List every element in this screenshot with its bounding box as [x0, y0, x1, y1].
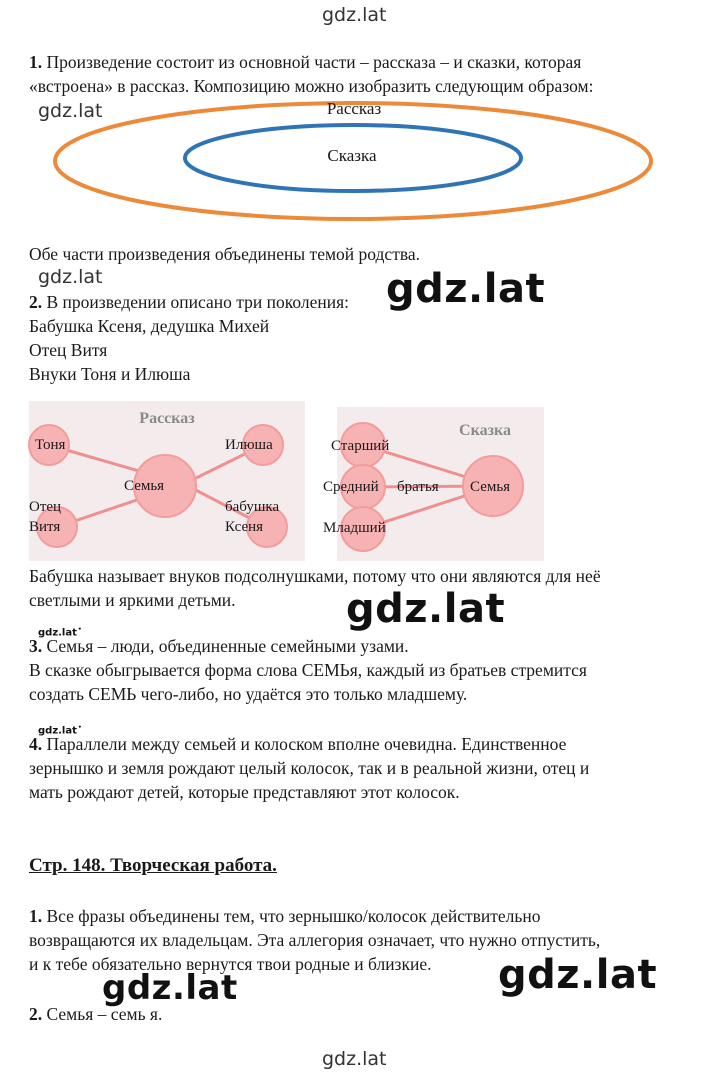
section-item1-line3: и к тебе обязательно вернутся твои родные и близкие.: [29, 954, 432, 974]
tale-family-diagram: [323, 407, 544, 561]
watermark-top: gdz.lat: [322, 4, 387, 26]
q4-number: 4.: [29, 734, 43, 754]
story-family-diagram: [29, 401, 305, 561]
q2-number: 2.: [29, 292, 43, 312]
q2-after-line1: Бабушка называет внуков подсолнушками, потому что они являются для неё: [29, 566, 601, 586]
tale-label: Сказка: [327, 146, 377, 165]
brothers-label: братья: [397, 479, 439, 495]
q1-number: 1.: [29, 52, 43, 72]
q3-line1: Семья – люди, объединенные семейными узами.: [42, 636, 409, 656]
q1-conclusion: Обе части произведения объединены темой родства.: [29, 244, 421, 264]
node-family-label: Семья: [124, 478, 165, 494]
section-item2-paragraph: [29, 1002, 162, 1026]
q3-line2: В сказке обыгрывается форма слова СЕМЬя, каждый из братьев стремится: [29, 660, 587, 680]
node-grandma-label-2: Ксеня: [225, 519, 264, 535]
watermark-large: gdz.lat: [346, 586, 506, 632]
watermark-small: gdz.lat: [38, 266, 103, 288]
q1-text-line1: Произведение состоит из основной части – рассказа – и сказки, которая: [42, 52, 582, 72]
tale-diagram-title: Сказка: [459, 422, 511, 439]
watermark-large: gdz.lat: [386, 266, 546, 312]
q2-paragraph: [29, 290, 349, 314]
composition-diagram: [0, 95, 720, 235]
q3-paragraph: [29, 634, 409, 658]
node-younger-label: Младший: [323, 520, 386, 536]
q4-paragraph: [29, 732, 566, 756]
watermark-bottom: gdz.lat: [322, 1048, 387, 1070]
section-item1-line1: Все фразы объединены тем, что зернышко/колосок действительно: [42, 906, 541, 926]
section-item2-text: Семья – семь я.: [42, 1004, 163, 1024]
watermark-small: gdz.lat: [38, 100, 103, 122]
section-item1-line2: возвращаются их владельцам. Эта аллегория означает, что нужно отпустить,: [29, 930, 601, 950]
q2-intro: В произведении описано три поколения:: [42, 292, 349, 312]
q3-number: 3.: [29, 636, 43, 656]
node-grandma-label-1: бабушка: [225, 499, 280, 515]
node-ilyusha-label: Илюша: [225, 437, 273, 453]
story-diagram-title: Рассказ: [139, 410, 195, 427]
watermark-tiny: gdz.lat •: [38, 724, 82, 736]
node-tonya-label: Тоня: [35, 437, 66, 453]
q1-paragraph: [29, 50, 581, 74]
q2-generation-1: Бабушка Ксеня, дедушка Михей: [29, 316, 270, 336]
watermark-tiny: gdz.lat •: [38, 626, 82, 638]
node-father-label-2: Витя: [29, 519, 61, 535]
node-middle-label: Средний: [323, 479, 379, 495]
q4-line3: мать рождают детей, которые представляют этот колосок.: [29, 782, 460, 802]
section-item1-paragraph: [29, 904, 541, 928]
q1-text-line2: «встроена» в рассказ. Композицию можно изобразить следующим образом:: [29, 76, 594, 96]
section-item1-number: 1.: [29, 906, 43, 926]
q4-line2: зернышко и земля рождают целый колосок, так и в реальной жизни, отец и: [29, 758, 590, 778]
watermark-large: gdz.lat: [102, 968, 242, 1008]
q4-line1: Параллели между семьей и колоском вполне очевидна. Единственное: [42, 734, 567, 754]
q2-after-line2: светлыми и яркими детьми.: [29, 590, 236, 610]
node-elder-label: Старший: [331, 438, 390, 454]
section-item2-number: 2.: [29, 1004, 43, 1024]
watermark-large: gdz.lat: [498, 952, 658, 998]
node-family-label: Семья: [470, 479, 511, 495]
q2-generation-3: Внуки Тоня и Илюша: [29, 364, 191, 384]
q2-generation-2: Отец Витя: [29, 340, 108, 360]
story-label: Рассказ: [326, 99, 382, 118]
node-father-label-1: Отец: [29, 499, 62, 515]
q3-line3: создать СЕМЬ чего-либо, но удаётся это только младшему.: [29, 684, 468, 704]
section-heading: Стр. 148. Творческая работа.: [29, 855, 277, 876]
